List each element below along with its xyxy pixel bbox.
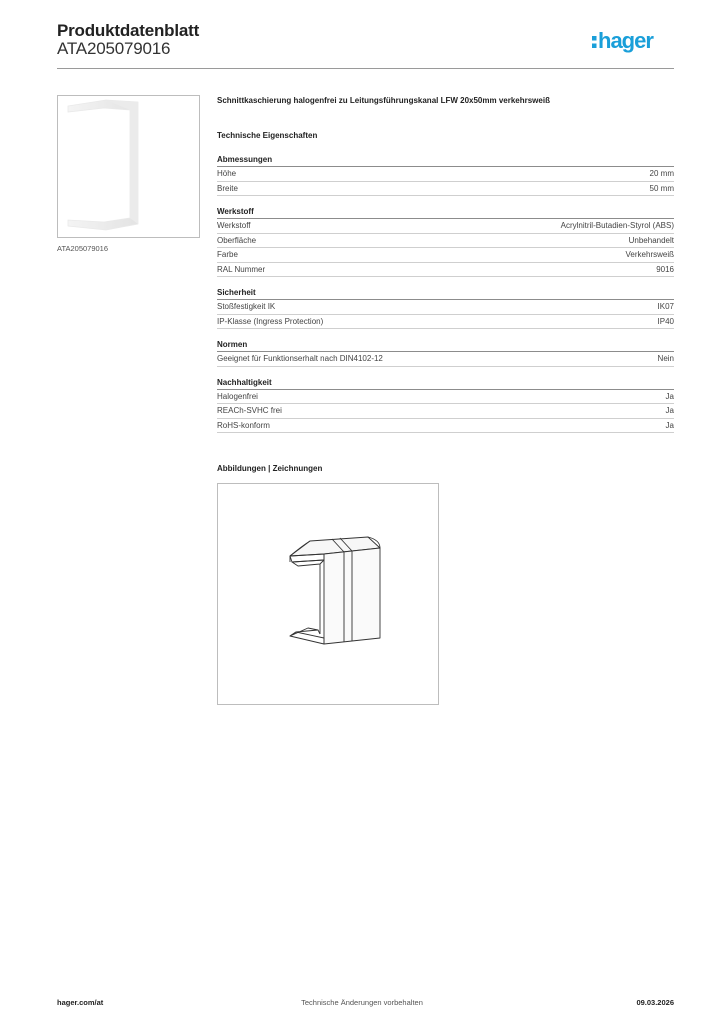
drawings-heading: Abbildungen | Zeichnungen [217, 464, 323, 473]
row-value: Ja [665, 406, 674, 415]
technical-properties-heading: Technische Eigenschaften [217, 131, 318, 140]
row-label: Werkstoff [217, 221, 251, 230]
group-title: Werkstoff [217, 205, 674, 219]
table-row [217, 300, 674, 315]
article-number: ATA205079016 [57, 39, 171, 58]
document-title: Produktdatenblatt [57, 21, 200, 40]
group-safety [217, 286, 674, 329]
row-value: Verkehrsweiß [625, 250, 674, 259]
table-row [217, 248, 674, 263]
row-value: IP40 [657, 316, 674, 326]
row-value: Unbehandelt [628, 235, 674, 245]
table-row [217, 182, 674, 197]
row-value: IK07 [657, 302, 674, 311]
row-label: REACh-SVHC frei [217, 406, 282, 415]
row-label: IP-Klasse (Ingress Protection) [217, 316, 324, 326]
footer-note: Technische Änderungen vorbehalten [301, 998, 423, 1007]
properties-table [217, 153, 674, 442]
group-standards [217, 338, 674, 367]
row-value: Nein [657, 354, 674, 363]
table-row [217, 390, 674, 405]
row-label: Farbe [217, 250, 238, 259]
table-row [217, 219, 674, 234]
table-row [217, 167, 674, 182]
group-sustainability [217, 376, 674, 434]
row-label: Stoßfestigkeit IK [217, 302, 276, 311]
hager-logo [592, 28, 674, 56]
photo-caption: ATA205079016 [57, 244, 109, 253]
row-label: RoHS-konform [217, 420, 270, 430]
footer-website[interactable]: hager.com/at [57, 998, 104, 1007]
row-value: 50 mm [649, 183, 674, 193]
group-title: Normen [217, 338, 674, 352]
technical-drawing-image [218, 484, 438, 704]
table-row [217, 263, 674, 278]
row-value: 9016 [656, 264, 674, 274]
technical-drawing [217, 483, 439, 705]
header-divider [57, 68, 674, 69]
row-label: Geeignet für Funktionserhalt nach DIN4102-12 [217, 354, 383, 363]
logo-dot-bottom [592, 44, 597, 49]
logo-dot-top [592, 36, 597, 41]
product-description: Schnittkaschierung halogenfrei zu Leitungsführungskanal LFW 20x50mm verkehrsweiß [217, 96, 550, 105]
table-row [217, 404, 674, 419]
table-row [217, 419, 674, 434]
product-photo [57, 95, 200, 238]
table-row [217, 352, 674, 367]
footer-date: 09.03.2026 [636, 998, 674, 1007]
row-value: Ja [665, 420, 674, 430]
group-title: Nachhaltigkeit [217, 376, 674, 390]
row-label: RAL Nummer [217, 264, 266, 274]
row-value: Ja [665, 391, 674, 401]
group-dimensions [217, 153, 674, 196]
group-title: Sicherheit [217, 286, 674, 300]
row-value: Acrylnitril-Butadien-Styrol (ABS) [560, 221, 674, 230]
table-row [217, 315, 674, 330]
table-row [217, 234, 674, 249]
row-label: Oberfläche [217, 235, 257, 245]
logo-wordmark: hager [598, 28, 653, 53]
group-title: Abmessungen [217, 153, 674, 167]
row-label: Höhe [217, 169, 237, 178]
row-label: Breite [217, 183, 238, 193]
row-value: 20 mm [649, 169, 674, 178]
product-photo-image [58, 96, 199, 237]
row-label: Halogenfrei [217, 391, 258, 401]
group-material [217, 205, 674, 277]
